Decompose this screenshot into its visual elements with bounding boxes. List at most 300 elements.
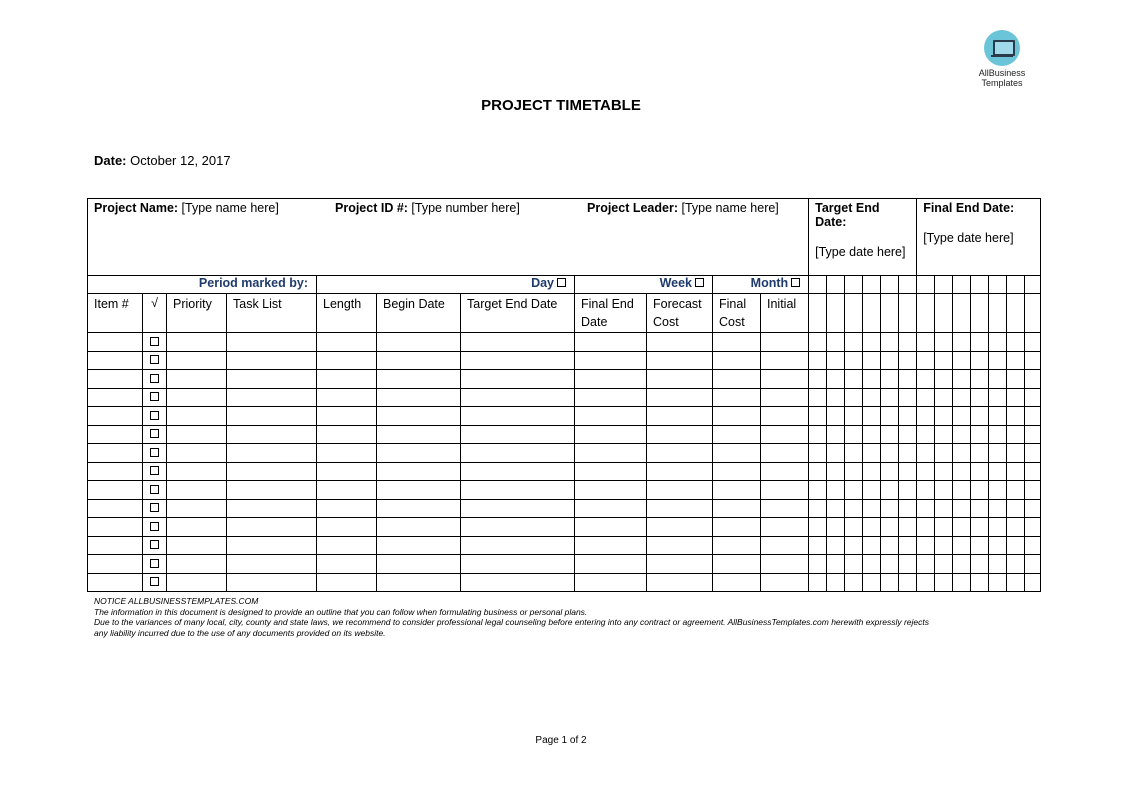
table-cell[interactable] <box>713 388 761 407</box>
timeline-cell[interactable] <box>971 536 989 555</box>
timeline-cell[interactable] <box>863 407 881 426</box>
table-cell[interactable] <box>461 518 575 537</box>
timeline-cell[interactable] <box>881 276 899 294</box>
table-cell[interactable] <box>377 518 461 537</box>
row-checkbox-cell[interactable] <box>143 351 167 370</box>
table-cell[interactable] <box>227 536 317 555</box>
timeline-cell[interactable] <box>1007 555 1025 574</box>
table-cell[interactable] <box>88 407 143 426</box>
timeline-cell[interactable] <box>899 388 917 407</box>
table-cell[interactable] <box>713 407 761 426</box>
project-leader-field[interactable] <box>587 201 779 215</box>
table-cell[interactable] <box>647 370 713 389</box>
timeline-cell[interactable] <box>809 499 827 518</box>
table-cell[interactable] <box>377 444 461 463</box>
timeline-cell[interactable] <box>917 573 935 592</box>
table-cell[interactable] <box>167 425 227 444</box>
table-cell[interactable] <box>167 444 227 463</box>
timeline-cell[interactable] <box>935 370 953 389</box>
timeline-cell[interactable] <box>953 481 971 500</box>
timeline-cell[interactable] <box>989 499 1007 518</box>
table-cell[interactable] <box>647 388 713 407</box>
period-week[interactable] <box>575 276 713 294</box>
table-cell[interactable] <box>647 444 713 463</box>
timeline-cell[interactable] <box>845 388 863 407</box>
checkbox-icon[interactable] <box>150 540 159 549</box>
table-cell[interactable] <box>227 370 317 389</box>
table-cell[interactable] <box>761 499 809 518</box>
timeline-cell[interactable] <box>935 536 953 555</box>
checkbox-icon[interactable] <box>150 577 159 586</box>
timeline-cell[interactable] <box>917 518 935 537</box>
row-checkbox-cell[interactable] <box>143 499 167 518</box>
table-cell[interactable] <box>647 407 713 426</box>
timeline-cell[interactable] <box>935 499 953 518</box>
table-cell[interactable] <box>713 536 761 555</box>
timeline-cell[interactable] <box>899 444 917 463</box>
timeline-cell[interactable] <box>953 407 971 426</box>
period-day[interactable] <box>317 276 575 294</box>
row-checkbox-cell[interactable] <box>143 573 167 592</box>
table-cell[interactable] <box>377 462 461 481</box>
timeline-cell[interactable] <box>917 481 935 500</box>
table-cell[interactable] <box>713 444 761 463</box>
row-checkbox-cell[interactable] <box>143 407 167 426</box>
timeline-cell[interactable] <box>863 294 881 333</box>
table-cell[interactable] <box>761 518 809 537</box>
table-cell[interactable] <box>647 499 713 518</box>
timeline-cell[interactable] <box>845 462 863 481</box>
timeline-cell[interactable] <box>953 425 971 444</box>
target-end-date-cell[interactable] <box>809 199 917 276</box>
timeline-cell[interactable] <box>827 481 845 500</box>
timeline-cell[interactable] <box>881 351 899 370</box>
timeline-cell[interactable] <box>863 555 881 574</box>
table-cell[interactable] <box>761 333 809 352</box>
timeline-cell[interactable] <box>1007 351 1025 370</box>
table-cell[interactable] <box>377 573 461 592</box>
row-checkbox-cell[interactable] <box>143 462 167 481</box>
timeline-cell[interactable] <box>971 462 989 481</box>
timeline-cell[interactable] <box>989 425 1007 444</box>
checkbox-icon[interactable] <box>150 485 159 494</box>
timeline-cell[interactable] <box>1025 333 1041 352</box>
table-cell[interactable] <box>377 425 461 444</box>
row-checkbox-cell[interactable] <box>143 536 167 555</box>
table-cell[interactable] <box>317 370 377 389</box>
project-id-field[interactable] <box>335 201 520 215</box>
table-cell[interactable] <box>227 555 317 574</box>
timeline-cell[interactable] <box>989 388 1007 407</box>
timeline-cell[interactable] <box>953 573 971 592</box>
timeline-cell[interactable] <box>845 536 863 555</box>
timeline-cell[interactable] <box>1007 388 1025 407</box>
table-cell[interactable] <box>761 536 809 555</box>
timeline-cell[interactable] <box>953 388 971 407</box>
row-checkbox-cell[interactable] <box>143 388 167 407</box>
timeline-cell[interactable] <box>935 462 953 481</box>
timeline-cell[interactable] <box>809 573 827 592</box>
timeline-cell[interactable] <box>935 425 953 444</box>
table-cell[interactable] <box>575 499 647 518</box>
timeline-cell[interactable] <box>1025 388 1041 407</box>
row-checkbox-cell[interactable] <box>143 481 167 500</box>
table-cell[interactable] <box>377 351 461 370</box>
timeline-cell[interactable] <box>899 573 917 592</box>
timeline-cell[interactable] <box>881 333 899 352</box>
timeline-cell[interactable] <box>917 294 935 333</box>
timeline-cell[interactable] <box>1007 499 1025 518</box>
timeline-cell[interactable] <box>935 573 953 592</box>
table-cell[interactable] <box>647 555 713 574</box>
timeline-cell[interactable] <box>881 407 899 426</box>
timeline-cell[interactable] <box>827 407 845 426</box>
timeline-cell[interactable] <box>953 536 971 555</box>
timeline-cell[interactable] <box>1025 351 1041 370</box>
table-cell[interactable] <box>647 425 713 444</box>
final-end-date-cell[interactable] <box>917 199 1041 276</box>
table-cell[interactable] <box>317 499 377 518</box>
timeline-cell[interactable] <box>827 573 845 592</box>
timeline-cell[interactable] <box>845 370 863 389</box>
timeline-cell[interactable] <box>881 573 899 592</box>
timeline-cell[interactable] <box>809 294 827 333</box>
timeline-cell[interactable] <box>1025 370 1041 389</box>
table-cell[interactable] <box>377 333 461 352</box>
table-cell[interactable] <box>575 462 647 481</box>
table-cell[interactable] <box>227 499 317 518</box>
table-cell[interactable] <box>227 444 317 463</box>
table-cell[interactable] <box>317 555 377 574</box>
timeline-cell[interactable] <box>1007 407 1025 426</box>
checkbox-icon[interactable] <box>150 466 159 475</box>
timeline-cell[interactable] <box>881 555 899 574</box>
timeline-cell[interactable] <box>809 370 827 389</box>
timeline-cell[interactable] <box>809 462 827 481</box>
timeline-cell[interactable] <box>809 444 827 463</box>
timeline-cell[interactable] <box>971 499 989 518</box>
timeline-cell[interactable] <box>1025 481 1041 500</box>
table-cell[interactable] <box>647 573 713 592</box>
timeline-cell[interactable] <box>827 462 845 481</box>
timeline-cell[interactable] <box>899 425 917 444</box>
table-cell[interactable] <box>317 573 377 592</box>
timeline-cell[interactable] <box>1007 573 1025 592</box>
table-cell[interactable] <box>317 462 377 481</box>
timeline-cell[interactable] <box>827 444 845 463</box>
checkbox-icon[interactable] <box>150 429 159 438</box>
timeline-cell[interactable] <box>899 333 917 352</box>
timeline-cell[interactable] <box>827 351 845 370</box>
timeline-cell[interactable] <box>881 444 899 463</box>
table-cell[interactable] <box>461 573 575 592</box>
timeline-cell[interactable] <box>1007 462 1025 481</box>
timeline-cell[interactable] <box>1007 518 1025 537</box>
timeline-cell[interactable] <box>881 518 899 537</box>
checkbox-icon[interactable] <box>150 448 159 457</box>
timeline-cell[interactable] <box>935 481 953 500</box>
timeline-cell[interactable] <box>881 481 899 500</box>
timeline-cell[interactable] <box>953 444 971 463</box>
table-cell[interactable] <box>317 536 377 555</box>
table-cell[interactable] <box>575 481 647 500</box>
table-cell[interactable] <box>575 407 647 426</box>
timeline-cell[interactable] <box>935 294 953 333</box>
timeline-cell[interactable] <box>971 573 989 592</box>
timeline-cell[interactable] <box>989 370 1007 389</box>
timeline-cell[interactable] <box>899 481 917 500</box>
table-cell[interactable] <box>713 518 761 537</box>
timeline-cell[interactable] <box>935 518 953 537</box>
timeline-cell[interactable] <box>863 536 881 555</box>
timeline-cell[interactable] <box>845 407 863 426</box>
table-cell[interactable] <box>575 444 647 463</box>
timeline-cell[interactable] <box>827 518 845 537</box>
timeline-cell[interactable] <box>935 333 953 352</box>
table-cell[interactable] <box>88 536 143 555</box>
timeline-cell[interactable] <box>1007 294 1025 333</box>
table-cell[interactable] <box>761 555 809 574</box>
timeline-cell[interactable] <box>953 333 971 352</box>
project-name-value[interactable]: [Type name here] <box>181 201 279 215</box>
timeline-cell[interactable] <box>845 518 863 537</box>
table-cell[interactable] <box>167 333 227 352</box>
table-cell[interactable] <box>761 370 809 389</box>
timeline-cell[interactable] <box>953 518 971 537</box>
table-cell[interactable] <box>713 370 761 389</box>
timeline-cell[interactable] <box>881 462 899 481</box>
table-cell[interactable] <box>227 573 317 592</box>
table-cell[interactable] <box>713 351 761 370</box>
timeline-cell[interactable] <box>917 407 935 426</box>
checkbox-icon[interactable] <box>150 411 159 420</box>
timeline-cell[interactable] <box>899 294 917 333</box>
checkbox-icon[interactable] <box>150 374 159 383</box>
timeline-cell[interactable] <box>1025 276 1041 294</box>
table-cell[interactable] <box>317 444 377 463</box>
row-checkbox-cell[interactable] <box>143 370 167 389</box>
table-cell[interactable] <box>167 481 227 500</box>
timeline-cell[interactable] <box>899 462 917 481</box>
timeline-cell[interactable] <box>845 333 863 352</box>
timeline-cell[interactable] <box>989 294 1007 333</box>
timeline-cell[interactable] <box>953 276 971 294</box>
timeline-cell[interactable] <box>1025 573 1041 592</box>
timeline-cell[interactable] <box>863 462 881 481</box>
timeline-cell[interactable] <box>827 536 845 555</box>
timeline-cell[interactable] <box>1007 444 1025 463</box>
table-cell[interactable] <box>88 388 143 407</box>
timeline-cell[interactable] <box>917 333 935 352</box>
timeline-cell[interactable] <box>899 518 917 537</box>
timeline-cell[interactable] <box>845 555 863 574</box>
timeline-cell[interactable] <box>827 425 845 444</box>
project-leader-value[interactable]: [Type name here] <box>681 201 779 215</box>
table-cell[interactable] <box>88 481 143 500</box>
timeline-cell[interactable] <box>809 351 827 370</box>
timeline-cell[interactable] <box>1025 294 1041 333</box>
timeline-cell[interactable] <box>1025 407 1041 426</box>
table-cell[interactable] <box>647 518 713 537</box>
table-cell[interactable] <box>761 573 809 592</box>
timeline-cell[interactable] <box>863 499 881 518</box>
timeline-cell[interactable] <box>971 370 989 389</box>
timeline-cell[interactable] <box>1025 444 1041 463</box>
timeline-cell[interactable] <box>1007 333 1025 352</box>
table-cell[interactable] <box>317 388 377 407</box>
table-cell[interactable] <box>761 481 809 500</box>
timeline-cell[interactable] <box>863 573 881 592</box>
row-checkbox-cell[interactable] <box>143 333 167 352</box>
row-checkbox-cell[interactable] <box>143 444 167 463</box>
table-cell[interactable] <box>575 370 647 389</box>
timeline-cell[interactable] <box>935 407 953 426</box>
checkbox-icon[interactable] <box>150 392 159 401</box>
table-cell[interactable] <box>227 388 317 407</box>
timeline-cell[interactable] <box>863 388 881 407</box>
table-cell[interactable] <box>377 407 461 426</box>
row-checkbox-cell[interactable] <box>143 425 167 444</box>
table-cell[interactable] <box>761 425 809 444</box>
timeline-cell[interactable] <box>917 499 935 518</box>
checkbox-icon[interactable] <box>150 522 159 531</box>
period-month[interactable] <box>713 276 809 294</box>
timeline-cell[interactable] <box>953 294 971 333</box>
timeline-cell[interactable] <box>827 370 845 389</box>
timeline-cell[interactable] <box>989 444 1007 463</box>
timeline-cell[interactable] <box>809 555 827 574</box>
timeline-cell[interactable] <box>1025 425 1041 444</box>
table-cell[interactable] <box>167 462 227 481</box>
timeline-cell[interactable] <box>809 333 827 352</box>
timeline-cell[interactable] <box>899 370 917 389</box>
timeline-cell[interactable] <box>809 407 827 426</box>
table-cell[interactable] <box>227 425 317 444</box>
timeline-cell[interactable] <box>845 425 863 444</box>
table-cell[interactable] <box>713 481 761 500</box>
timeline-cell[interactable] <box>899 499 917 518</box>
timeline-cell[interactable] <box>881 425 899 444</box>
table-cell[interactable] <box>167 388 227 407</box>
timeline-cell[interactable] <box>989 481 1007 500</box>
table-cell[interactable] <box>761 444 809 463</box>
timeline-cell[interactable] <box>881 294 899 333</box>
timeline-cell[interactable] <box>935 351 953 370</box>
timeline-cell[interactable] <box>989 407 1007 426</box>
table-cell[interactable] <box>713 573 761 592</box>
table-cell[interactable] <box>227 407 317 426</box>
timeline-cell[interactable] <box>827 276 845 294</box>
table-cell[interactable] <box>88 518 143 537</box>
table-cell[interactable] <box>461 555 575 574</box>
table-cell[interactable] <box>461 351 575 370</box>
timeline-cell[interactable] <box>827 499 845 518</box>
row-checkbox-cell[interactable] <box>143 555 167 574</box>
timeline-cell[interactable] <box>1007 425 1025 444</box>
timeline-cell[interactable] <box>1025 462 1041 481</box>
timeline-cell[interactable] <box>1007 536 1025 555</box>
timeline-cell[interactable] <box>935 444 953 463</box>
table-cell[interactable] <box>761 351 809 370</box>
table-cell[interactable] <box>761 407 809 426</box>
timeline-cell[interactable] <box>809 481 827 500</box>
table-cell[interactable] <box>461 388 575 407</box>
timeline-cell[interactable] <box>971 407 989 426</box>
timeline-cell[interactable] <box>863 444 881 463</box>
timeline-cell[interactable] <box>827 333 845 352</box>
table-cell[interactable] <box>713 333 761 352</box>
table-cell[interactable] <box>227 518 317 537</box>
timeline-cell[interactable] <box>989 333 1007 352</box>
timeline-cell[interactable] <box>863 425 881 444</box>
timeline-cell[interactable] <box>971 555 989 574</box>
table-cell[interactable] <box>461 444 575 463</box>
timeline-cell[interactable] <box>899 351 917 370</box>
table-cell[interactable] <box>461 536 575 555</box>
table-cell[interactable] <box>167 370 227 389</box>
timeline-cell[interactable] <box>863 333 881 352</box>
table-cell[interactable] <box>575 333 647 352</box>
table-cell[interactable] <box>377 499 461 518</box>
timeline-cell[interactable] <box>881 499 899 518</box>
timeline-cell[interactable] <box>809 276 827 294</box>
table-cell[interactable] <box>317 333 377 352</box>
timeline-cell[interactable] <box>863 370 881 389</box>
table-cell[interactable] <box>227 333 317 352</box>
table-cell[interactable] <box>227 462 317 481</box>
timeline-cell[interactable] <box>1007 481 1025 500</box>
timeline-cell[interactable] <box>917 444 935 463</box>
table-cell[interactable] <box>377 536 461 555</box>
final-end-date-value[interactable]: [Type date here] <box>923 231 1014 245</box>
table-cell[interactable] <box>88 370 143 389</box>
table-cell[interactable] <box>461 425 575 444</box>
timeline-cell[interactable] <box>1025 518 1041 537</box>
timeline-cell[interactable] <box>917 351 935 370</box>
timeline-cell[interactable] <box>989 351 1007 370</box>
target-end-date-value[interactable]: [Type date here] <box>815 245 906 259</box>
table-cell[interactable] <box>317 425 377 444</box>
timeline-cell[interactable] <box>899 536 917 555</box>
table-cell[interactable] <box>88 333 143 352</box>
timeline-cell[interactable] <box>809 518 827 537</box>
table-cell[interactable] <box>575 518 647 537</box>
timeline-cell[interactable] <box>917 536 935 555</box>
timeline-cell[interactable] <box>863 276 881 294</box>
timeline-cell[interactable] <box>863 518 881 537</box>
table-cell[interactable] <box>167 536 227 555</box>
table-cell[interactable] <box>167 555 227 574</box>
timeline-cell[interactable] <box>971 294 989 333</box>
table-cell[interactable] <box>713 499 761 518</box>
timeline-cell[interactable] <box>989 518 1007 537</box>
table-cell[interactable] <box>88 351 143 370</box>
table-cell[interactable] <box>317 481 377 500</box>
table-cell[interactable] <box>575 555 647 574</box>
table-cell[interactable] <box>647 462 713 481</box>
timeline-cell[interactable] <box>899 407 917 426</box>
table-cell[interactable] <box>713 555 761 574</box>
timeline-cell[interactable] <box>953 462 971 481</box>
project-id-value[interactable]: [Type number here] <box>411 201 520 215</box>
table-cell[interactable] <box>461 407 575 426</box>
table-cell[interactable] <box>167 573 227 592</box>
table-cell[interactable] <box>227 481 317 500</box>
timeline-cell[interactable] <box>935 555 953 574</box>
timeline-cell[interactable] <box>845 573 863 592</box>
table-cell[interactable] <box>647 536 713 555</box>
table-cell[interactable] <box>461 462 575 481</box>
